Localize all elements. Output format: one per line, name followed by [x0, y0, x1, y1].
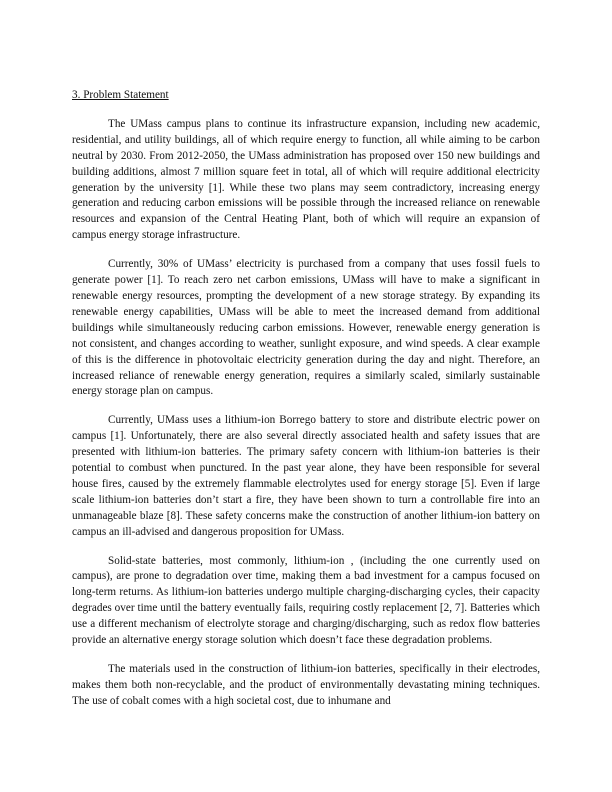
paragraph-lithium-ion-safety: Currently, UMass uses a lithium-ion Borrego battery to store and distribute electric power on campus [1]. Unfortunately, there are also several directly associated health and safety issues that are presented with lithium-ion batteries. The primary safety concern with lithium-ion batteries is their potential to combust when punctured. In the past year alone, they have been responsible for several house fires, caused by the extremely flammable electrolytes used for energy storage [5]. Even if large scale lithium-ion batteries don’t start a fire, they have been shown to turn a controllable fire into an unmanageable blaze [8]. These safety concerns make the construction of another lithium-ion battery on campus an ill-advised and dangerous proposition for UMass.: [72, 414, 540, 538]
paragraph-renewable-energy: Currently, 30% of UMass’ electricity is purchased from a company that uses fossil fuels to generate power [1]. To reach zero net carbon emissions, UMass will have to make a significant in renewable energy resources, prompting the development of a new storage strategy. By expanding its renewable energy capabilities, UMass will be able to meet the increased demand from additional buildings while simultaneously reducing carbon emissions. However, renewable energy generation is not consistent, and changes according to weather, sunlight exposure, and wind speeds. A clear example of this is the difference in photovoltaic electricity generation during the day and night. Therefore, an increased reliance of renewable energy generation, requires a similarly scaled, similarly sustainable energy storage plan on campus.: [72, 258, 540, 398]
paragraph-battery-materials: The materials used in the construction of lithium-ion batteries, specifically in their electrodes, makes them both non-recyclable, and the product of environmentally devastating mining techniques. The use of cobalt comes with a high societal cost, due to inhumane and: [72, 663, 540, 707]
section-heading: 3. Problem Statement: [72, 89, 169, 101]
document-body: [72, 88, 540, 723]
paragraph-battery-degradation: Solid-state batteries, most commonly, lithium-ion , (including the one currently used on campus), are prone to degradation over time, making them a bad investment for a campus focused on long-term returns. As lithium-ion batteries undergo multiple charging-discharging cycles, their capacity degrades over time until the battery eventually fails, requiring costly replacement [2, 7]. Batteries which use a different mechanism of electrolyte storage and charging/discharging, such as redox flow batteries provide an alternative energy storage solution which doesn’t face these degradation problems.: [72, 554, 540, 647]
paragraph-campus-expansion: The UMass campus plans to continue its infrastructure expansion, including new academic, residential, and utility buildings, all of which require energy to function, all while aiming to be carbon neutral by 2030. From 2012-2050, the UMass administration has proposed over 150 new buildings and building additions, almost 7 million square feet in total, all of which will require additional electricity generation by the university [1]. While these two plans may seem contradictory, increasing energy generation and reducing carbon emissions will be possible through the increased reliance on renewable resources and expansion of the Central Heating Plant, both of which will require an expansion of campus energy storage infrastructure.: [72, 117, 540, 242]
